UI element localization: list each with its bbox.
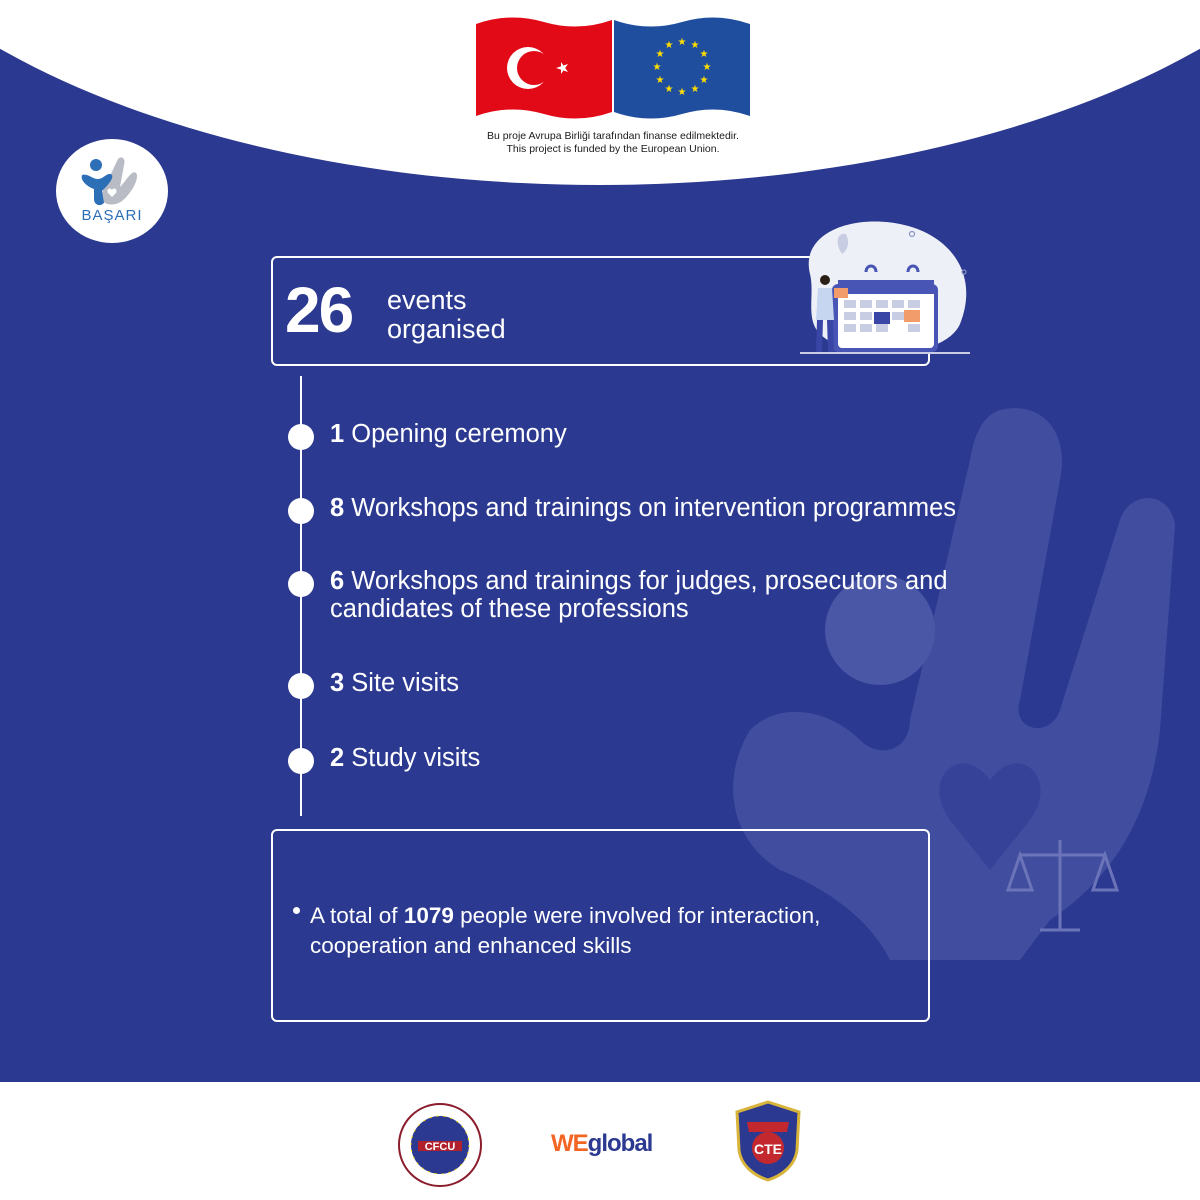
hands-logo-icon xyxy=(78,153,146,213)
timeline-count: 3 xyxy=(330,669,345,697)
timeline-count: 8 xyxy=(330,494,345,522)
timeline-count: 6 xyxy=(330,567,345,595)
timeline-dot xyxy=(288,571,314,597)
total-suffix: people were involved for interaction, xyxy=(453,903,821,928)
total-participants-text xyxy=(310,901,910,961)
weglobal-logo xyxy=(551,1130,652,1158)
basari-logo xyxy=(56,139,168,243)
svg-text:★: ★ xyxy=(677,37,687,48)
eu-flag-icon xyxy=(614,16,750,120)
timeline-item-text xyxy=(330,744,480,772)
timeline-dot xyxy=(288,748,314,774)
cfcu-logo xyxy=(398,1103,482,1187)
total-number: 1079 xyxy=(403,903,454,928)
cte-logo-text: CTE xyxy=(754,1141,782,1157)
funding-flags xyxy=(476,16,750,120)
svg-text:★: ★ xyxy=(690,84,700,95)
events-count: 26 xyxy=(285,274,353,346)
svg-text:★: ★ xyxy=(655,49,665,60)
total-line2: cooperation and enhanced skills xyxy=(310,933,632,958)
timeline-item-text xyxy=(330,567,948,623)
total-prefix: A total of xyxy=(310,903,404,928)
timeline-label: Site visits xyxy=(344,669,459,697)
timeline-dot xyxy=(288,498,314,524)
funding-notice xyxy=(400,130,826,156)
svg-text:★: ★ xyxy=(664,40,674,51)
svg-text:★: ★ xyxy=(702,62,712,73)
timeline-label: Study visits xyxy=(344,744,481,772)
timeline-dot xyxy=(288,673,314,699)
timeline-label: Opening ceremony xyxy=(344,420,567,448)
bullet-point xyxy=(293,907,300,914)
events-label xyxy=(387,286,506,344)
timeline-label: Workshops and trainings on intervention programmes xyxy=(344,494,957,522)
svg-text:★: ★ xyxy=(652,62,662,73)
basari-logo-text: BAŞARI xyxy=(81,207,143,224)
timeline-count: 1 xyxy=(330,420,345,448)
timeline-item-text xyxy=(330,494,956,522)
total-participants-box xyxy=(271,829,930,1022)
svg-text:★: ★ xyxy=(690,40,700,51)
timeline-count: 2 xyxy=(330,744,345,772)
timeline-item-text xyxy=(330,669,459,697)
timeline-label-line2: candidates of these professions xyxy=(330,595,689,623)
timeline-dot xyxy=(288,424,314,450)
svg-text:★: ★ xyxy=(677,87,687,98)
funding-notice-en: This project is funded by the European Union. xyxy=(506,143,720,155)
calendar-illustration-icon xyxy=(790,214,970,364)
timeline-item-text xyxy=(330,420,567,448)
weglobal-we: WE xyxy=(551,1130,588,1157)
events-label-line1: events xyxy=(387,285,467,315)
timeline-label: Workshops and trainings for judges, prosecutors and xyxy=(344,567,948,595)
svg-text:★: ★ xyxy=(699,49,709,60)
funding-notice-tr: Bu proje Avrupa Birliği tarafından finanse edilmektedir. xyxy=(487,130,739,142)
turkey-flag-icon xyxy=(476,16,612,120)
svg-text:★: ★ xyxy=(699,75,709,86)
svg-text:★: ★ xyxy=(664,84,674,95)
svg-text:★: ★ xyxy=(655,75,665,86)
weglobal-global: global xyxy=(587,1130,653,1157)
cfcu-logo-text: CFCU xyxy=(424,1141,456,1153)
cte-logo xyxy=(733,1100,803,1182)
events-label-line2: organised xyxy=(387,314,506,344)
